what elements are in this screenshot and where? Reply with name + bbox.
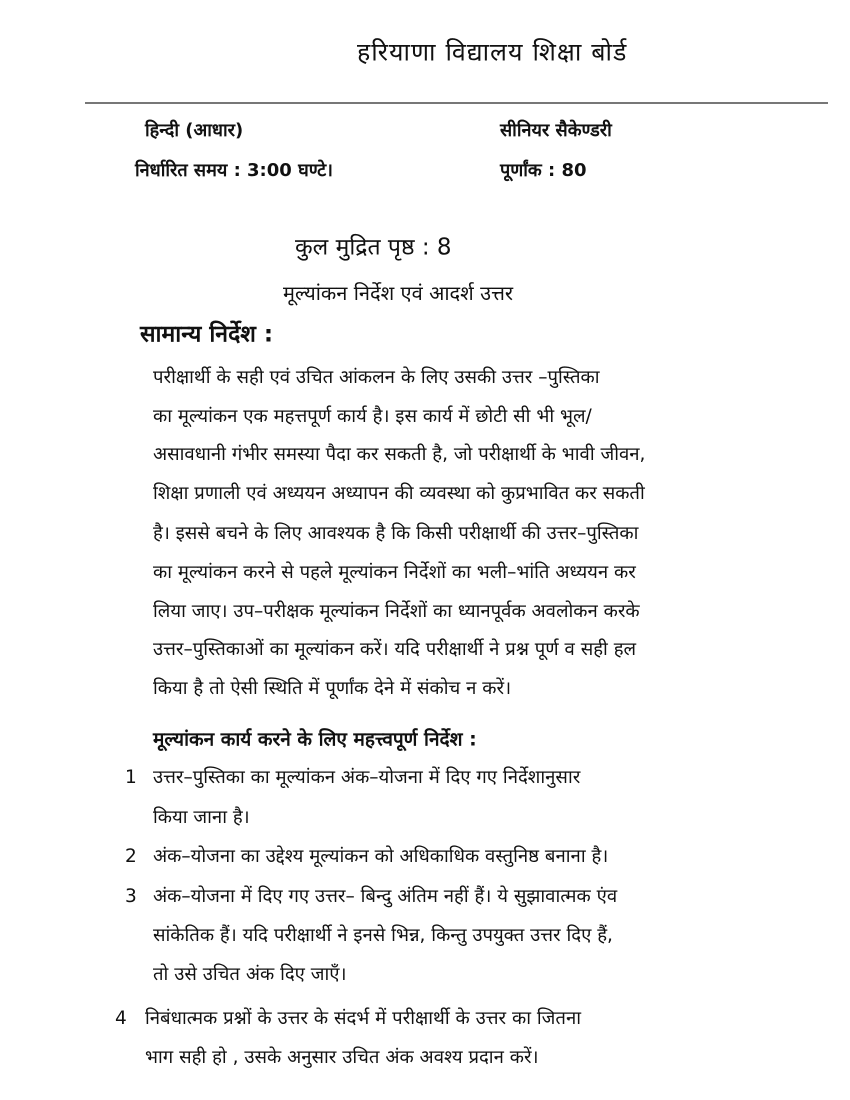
item-number: 2 — [125, 845, 137, 867]
header-divider — [85, 102, 828, 104]
paragraph-line: उत्तर–पुस्तिकाओं का मूल्यांकन करें। यदि परीक्षार्थी ने प्रश्न पूर्ण व सही हल — [153, 638, 637, 660]
max-marks: पूर्णांक : 80 — [500, 160, 587, 181]
item-line: तो उसे उचित अंक दिए जाएँ। — [153, 963, 347, 985]
board-title: हरियाणा विद्यालय शिक्षा बोर्ड — [357, 37, 628, 67]
level: सीनियर सैकेण्डरी — [500, 120, 612, 141]
general-heading: सामान्य निर्देश : — [140, 321, 274, 348]
paragraph-line: असावधानी गंभीर समस्या पैदा कर सकती है, जो परीक्षार्थी के भावी जीवन, — [153, 443, 646, 465]
paragraph-line: का मूल्यांकन करने से पहले मूल्यांकन निर्देशों का भली–भांति अध्ययन कर — [153, 561, 636, 583]
item-line: किया जाना है। — [153, 806, 250, 828]
item-number: 3 — [125, 885, 137, 907]
paragraph-line: का मूल्यांकन एक महत्तपूर्ण कार्य है। इस कार्य में छोटी सी भी भूल/ — [153, 405, 592, 427]
paragraph-line: शिक्षा प्रणाली एवं अध्ययन अध्यापन की व्यवस्था को कुप्रभावित कर सकती — [153, 482, 645, 504]
item-line: अंक–योजना में दिए गए उत्तर– बिन्दु अंतिम नहीं हैं। ये सुझावात्मक एंव — [153, 885, 618, 907]
total-pages: कुल मुद्रित पृष्ठ : 8 — [295, 234, 452, 261]
item-number: 1 — [125, 766, 137, 788]
item-line: भाग सही हो , उसके अनुसार उचित अंक अवश्य प्रदान करें। — [145, 1046, 539, 1068]
item-line: उत्तर–पुस्तिका का मूल्यांकन अंक–योजना में दिए गए निर्देशानुसार — [153, 766, 581, 788]
document-title: मूल्यांकन निर्देश एवं आदर्श उत्तर — [283, 281, 514, 305]
paragraph-line: परीक्षार्थी के सही एवं उचित आंकलन के लिए उसकी उत्तर –पुस्तिका — [153, 366, 600, 388]
important-heading: मूल्यांकन कार्य करने के लिए महत्त्वपूर्ण निर्देश : — [153, 728, 477, 751]
item-line: सांकेतिक हैं। यदि परीक्षार्थी ने इनसे भिन्न, किन्तु उपयुक्त उत्तर दिए हैं, — [153, 924, 613, 946]
subject: हिन्दी (आधार) — [145, 120, 244, 141]
item-line: निबंधात्मक प्रश्नों के उत्तर के संदर्भ में परीक्षार्थी के उत्तर का जितना — [145, 1007, 582, 1029]
item-number: 4 — [115, 1007, 127, 1029]
item-line: अंक–योजना का उद्देश्य मूल्यांकन को अधिकाधिक वस्तुनिष्ठ बनाना है। — [153, 845, 609, 867]
paragraph-line: है। इससे बचने के लिए आवश्यक है कि किसी परीक्षार्थी की उत्तर–पुस्तिका — [153, 522, 639, 544]
paragraph-line: लिया जाए। उप–परीक्षक मूल्यांकन निर्देशों का ध्यानपूर्वक अवलोकन करके — [153, 600, 640, 622]
time-allowed: निर्धारित समय : 3:00 घण्टे। — [135, 160, 333, 181]
paragraph-line: किया है तो ऐसी स्थिति में पूर्णांक देने में संकोच न करें। — [153, 677, 512, 699]
